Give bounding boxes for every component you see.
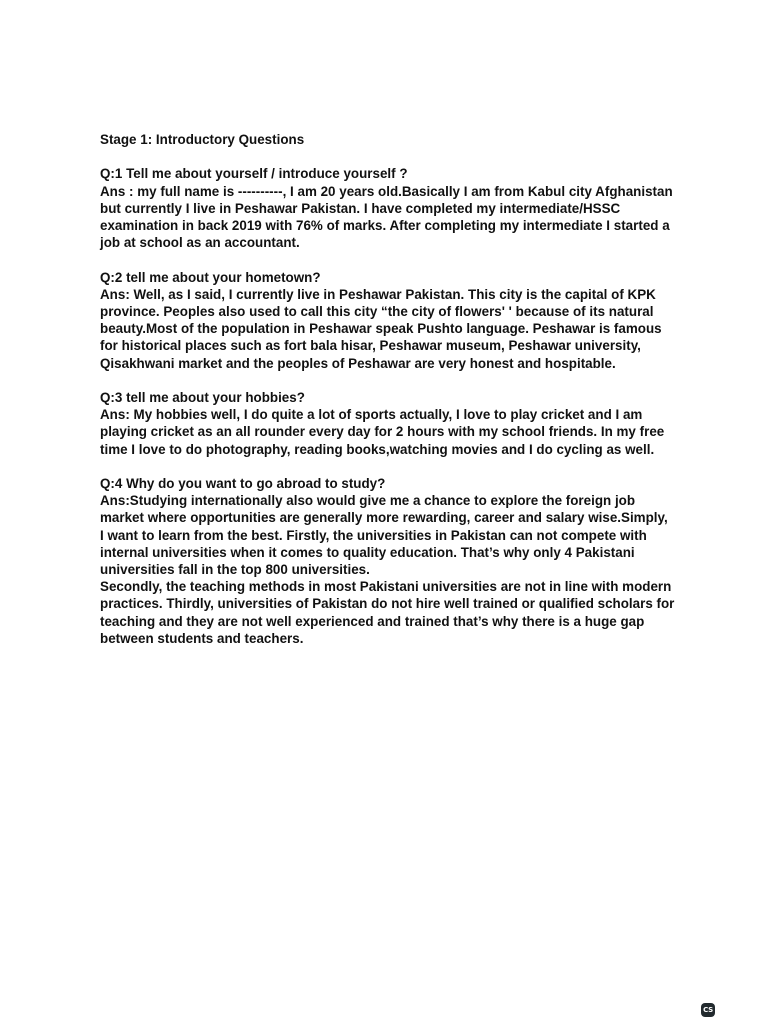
answer-4-part-2: Secondly, the teaching methods in most Pakistani universities are not in line with modern practices. Thirdly, universities of Pakistan do not hire well trained or qualified scholars for teaching and they are not well experienced and trained that’s why there is a huge gap between students and teachers.: [100, 579, 675, 646]
question-3: Q:3 tell me about your hobbies?: [100, 390, 305, 405]
question-2: Q:2 tell me about your hometown?: [100, 269, 321, 285]
document-title: Stage 1: Introductory Questions: [100, 132, 305, 147]
qa-section-2: [100, 269, 675, 372]
answer-4-part-1: Ans:Studying internationally also would give me a chance to explore the foreign job market where opportunities are generally more rewarding, career and salary wise.Simply, I want to learn from the best. Firstly, the universities in Pakistan can not compete with internal universities when it comes to quality education. That’s why only 4 Pakistani universities fall in the top 800 universities.: [100, 493, 668, 578]
qa-section-1: [100, 165, 675, 251]
document-body: [100, 131, 675, 664]
camscanner-logo-icon: CS: [701, 1003, 715, 1017]
answer-2: Ans: Well, as I said, I currently live in Peshawar Pakistan. This city is the capital of KPK province. Peoples also used to call this city “the city of flowers' ' because of its natural beauty.Most of the population in Peshawar speak Pushto language. Peshawar is famous for historical places such as fort bala hisar, Peshawar museum, Peshawar university, Qisakhwani market and the peoples of Peshawar are very honest and hospitable.: [100, 286, 662, 371]
qa-section-4: [100, 475, 675, 647]
question-4: Q:4 Why do you want to go abroad to study?: [100, 476, 386, 491]
qa-section-3: [100, 389, 675, 458]
question-1: Q:1 Tell me about yourself / introduce yourself ?: [100, 166, 408, 182]
answer-1: Ans : my full name is ----------, I am 20 years old.Basically I am from Kabul city Afghanistan but currently I live in Peshawar Pakistan. I have completed my intermediate/HSSC examination in back 2019 with 76% of marks. After completing my intermediate I started a job at school as an accountant.: [100, 183, 673, 251]
answer-3: Ans: My hobbies well, I do quite a lot of sports actually, I love to play cricket and I am playing cricket as an all rounder every day for 2 hours with my school friends. In my free time I love to do photography, reading books,watching movies and I do cycling as well.: [100, 407, 665, 457]
